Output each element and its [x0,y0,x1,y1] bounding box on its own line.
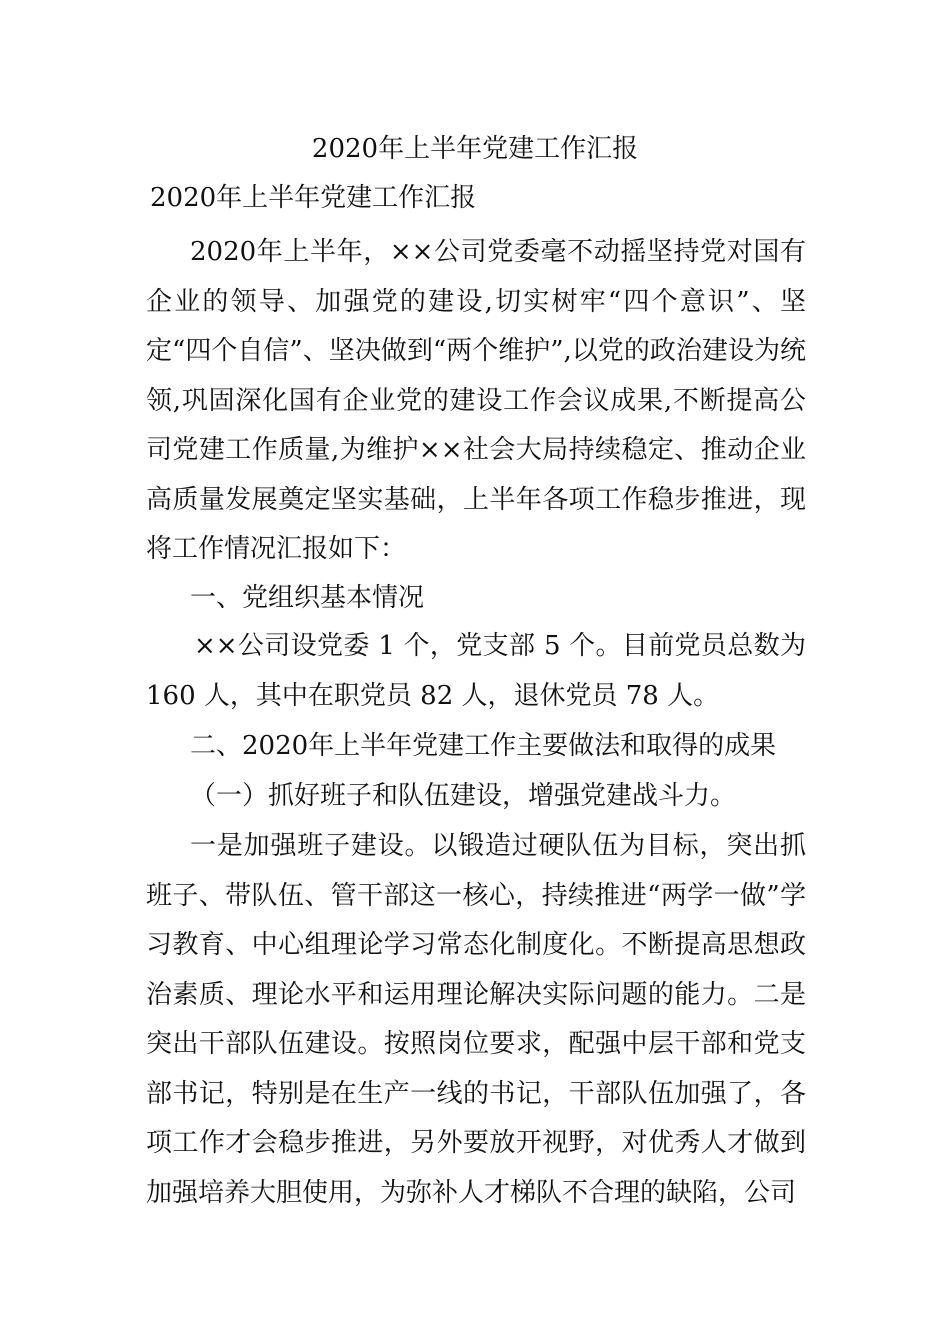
section-1-paragraph: ××公司设党委 1 个，党支部 5 个。目前党员总数为 160 人，其中在职党员 82 人，退休党员 78 人。 [146,631,806,711]
subsection-1-paragraph: 一是加强班子建设。以锻造过硬队伍为目标，突出抓班子、带队伍、管干部这一核心，持续推进“两学一做”学习教育、中心组理论学习常态化制度化。不断提高思想政治素质、理论水平和运用理论解决实际问题的能力。二是突出干部队伍建设。按照岗位要求，配强中层干部和党支部书记，特别是在生产一线的书记，干部队伍加强了，各项工作才会稳步推进，另外要放开视野，对优秀人才做到加强培养大胆使用，为弥补人才梯队不合理的缺陷，公司 [146,831,806,1208]
intro-paragraph: 2020年上半年，××公司党委毫不动摇坚持党对国有企业的领导、加强党的建设,切实树牢“四个意识”、坚定“四个自信”、坚决做到“两个维护”,以党的政治建设为统领,巩固深化国有企业党的建设工作会议成果,不断提高公司党建工作质量,为维护××社会大局持续稳定、推动企业高质量发展奠定坚实基础，上半年各项工作稳步推进，现将工作情况汇报如下： [146,237,806,564]
document-title: 2020年上半年党建工作汇报 [311,134,639,164]
subsection-heading-1: （一）抓好班子和队伍建设，增强党建战斗力。 [190,781,737,811]
document-subtitle: 2020年上半年党建工作汇报 [150,183,477,213]
section-heading-2: 二、2020年上半年党建工作主要做法和取得的成果 [190,731,777,761]
section-heading-1: 一、党组织基本情况 [190,583,425,613]
